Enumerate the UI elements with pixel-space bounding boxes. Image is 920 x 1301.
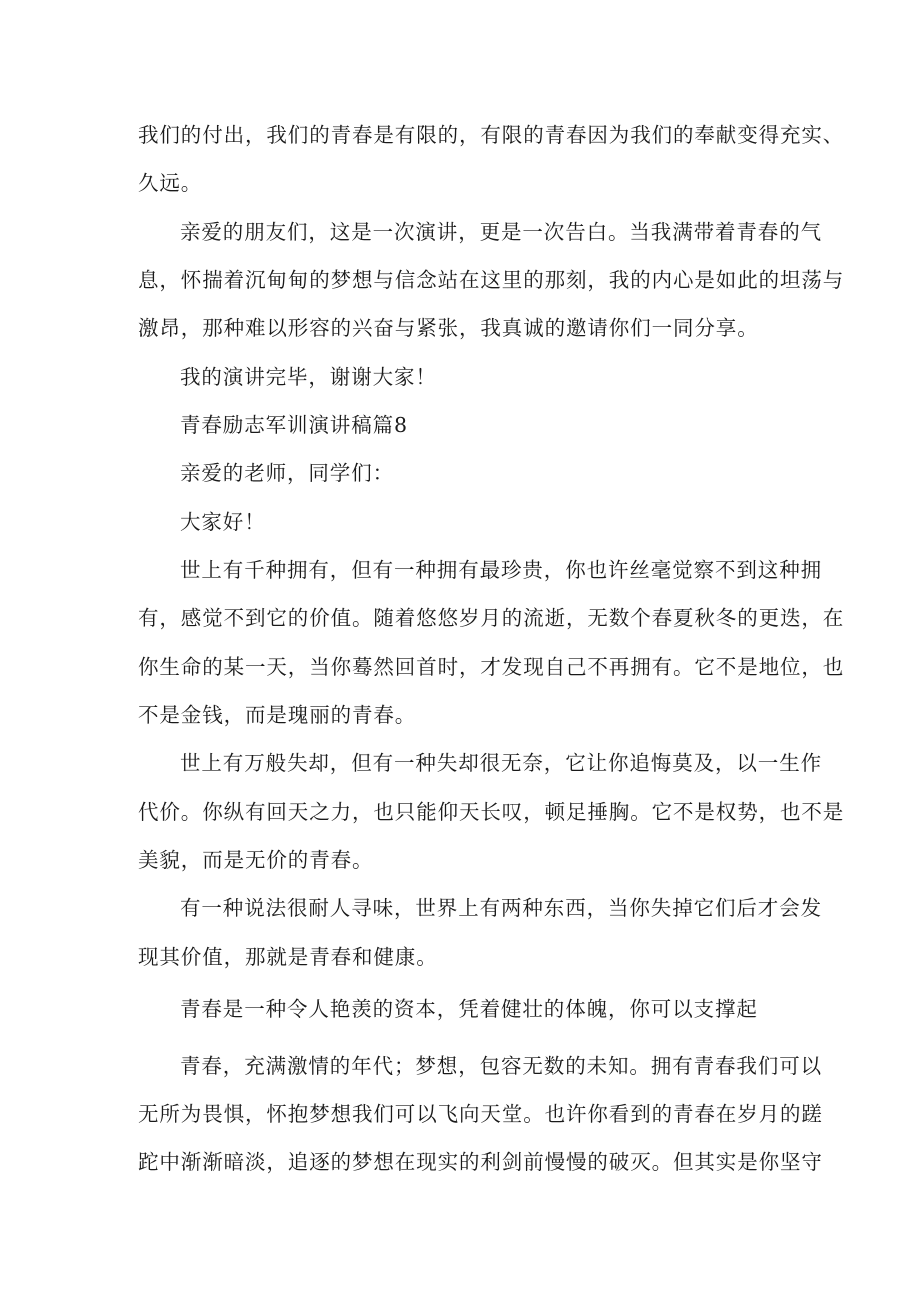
text-line: 我们的付出，我们的青春是有限的，有限的青春因为我们的奉献变得充实、 <box>138 123 845 147</box>
text-line: 有一种说法很耐人寻味，世界上有两种东西，当你失掉它们后才会发 <box>180 896 822 920</box>
text-line: 有，感觉不到它的价值。随着悠悠岁月的流逝，无数个春夏秋冬的更迭，在 <box>138 606 845 630</box>
section-heading: 青春励志军训演讲稿篇8 <box>180 413 408 437</box>
text-line: 世上有千种拥有，但有一种拥有最珍贵，你也许丝毫觉察不到这种拥 <box>180 558 822 582</box>
closing-line: 我的演讲完毕，谢谢大家！ <box>180 365 437 389</box>
text-line: 激昂，那种难以形容的兴奋与紧张，我真诚的邀请你们一同分享。 <box>138 316 759 340</box>
text-line: 现其价值，那就是青春和健康。 <box>138 945 438 969</box>
text-line: 息，怀揣着沉甸甸的梦想与信念站在这里的那刻，我的内心是如此的坦荡与 <box>138 268 845 292</box>
text-line: 青春，充满激情的年代；梦想，包容无数的未知。拥有青春我们可以 <box>180 1054 822 1078</box>
salutation: 亲爱的老师，同学们： <box>180 461 394 485</box>
text-line: 你生命的某一天，当你蓦然回首时，才发现自己不再拥有。它不是地位，也 <box>138 655 845 679</box>
text-line: 不是金钱，而是瑰丽的青春。 <box>138 703 417 727</box>
text-line: 亲爱的朋友们，这是一次演讲，更是一次告白。当我满带着青春的气 <box>180 220 822 244</box>
text-line: 跎中渐渐暗淡，追逐的梦想在现实的利剑前慢慢的破灭。但其实是你坚守 <box>138 1150 823 1174</box>
text-line: 青春是一种令人艳羡的资本，凭着健壮的体魄，你可以支撑起 <box>180 997 758 1021</box>
text-line: 美貌，而是无价的青春。 <box>138 848 374 872</box>
text-line: 无所为畏惧，怀抱梦想我们可以飞向天堂。也许你看到的青春在岁月的蹉 <box>138 1102 823 1126</box>
text-line: 世上有万般失却，但有一种失却很无奈，它让你追悔莫及，以一生作 <box>180 751 822 775</box>
text-line: 久远。 <box>138 171 203 195</box>
text-line: 代价。你纵有回天之力，也只能仰天长叹，顿足捶胸。它不是权势，也不是 <box>138 800 845 824</box>
greeting: 大家好！ <box>180 510 266 534</box>
